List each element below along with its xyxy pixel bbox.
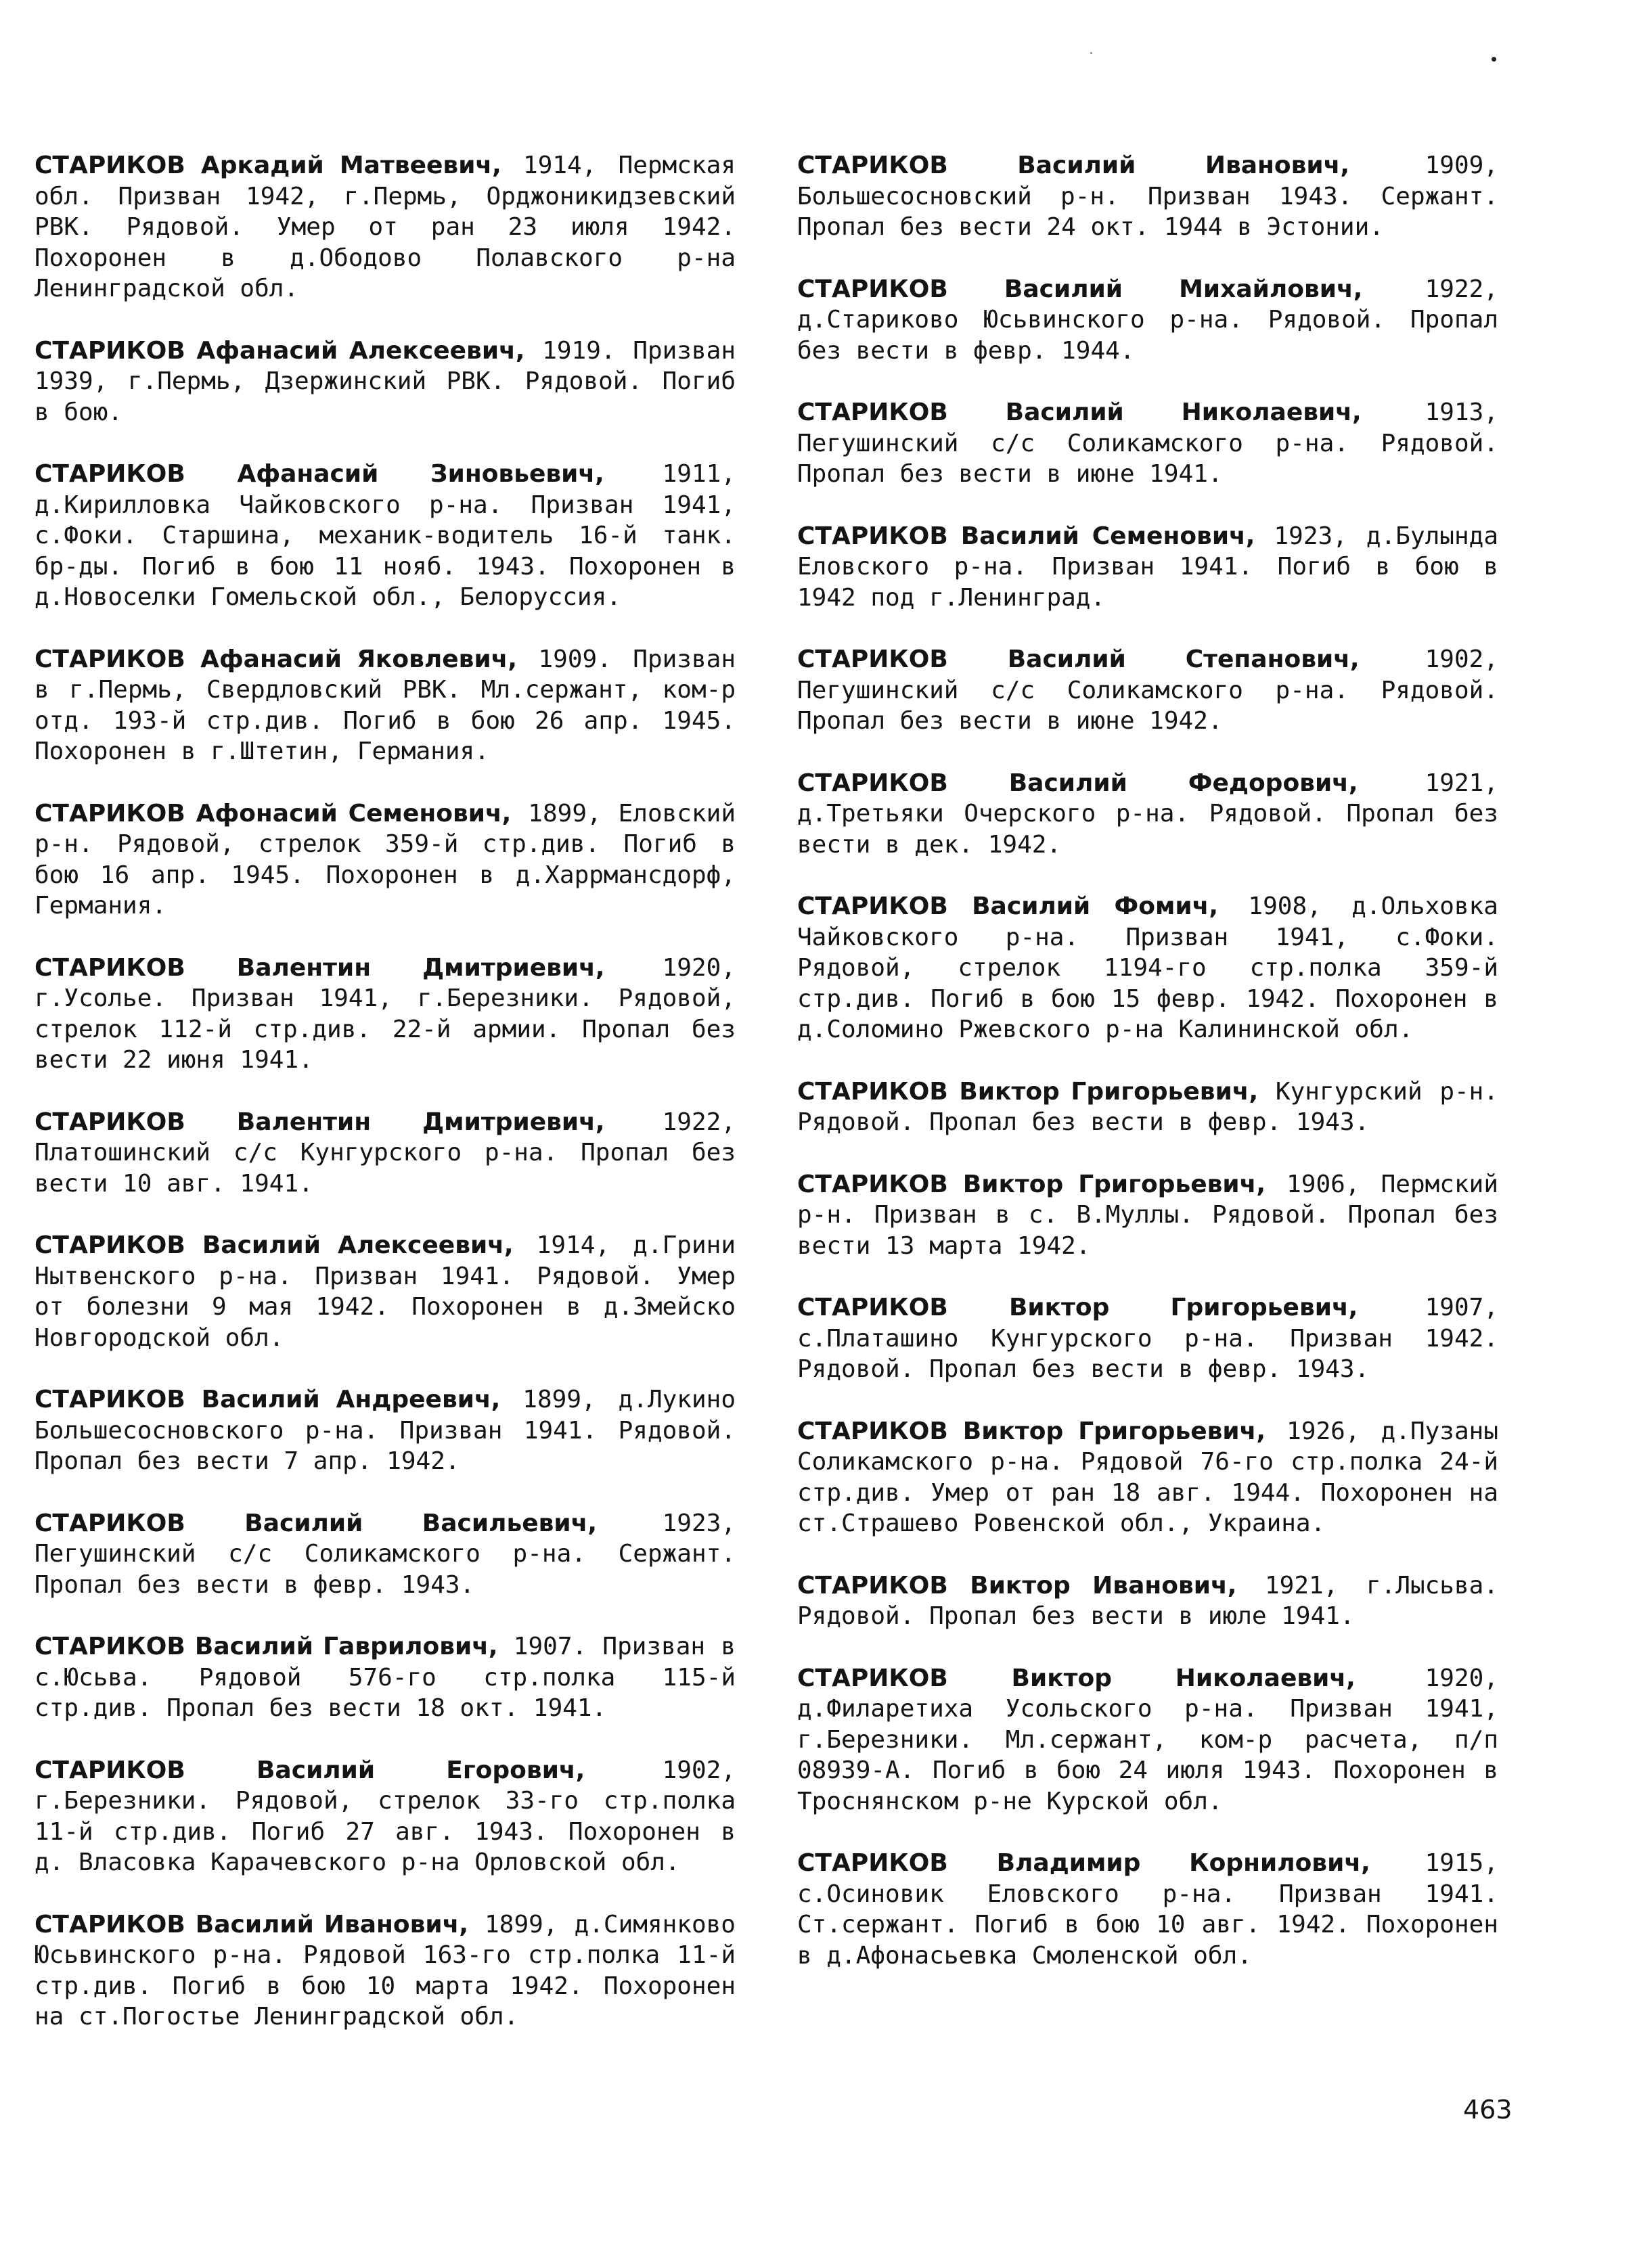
entry-text: 1914, Пермская обл. Призван 1942, г.Пермь, Орджоникидзевский РВК. Рядовой. Умер от ран 23 июля 1942. Похоронен в д.Ободово Полавского р-на Ленинградской обл. — [35, 152, 736, 302]
entry-text: 1926, д.Пузаны Соликамского р-на. Рядовой 76-го стр.полка 24-й стр.див. Умер от ран 18 авг. 1944. Похоронен на ст.Страшево Ровенской обл., Украина. — [797, 1417, 1498, 1537]
entry — [35, 336, 736, 428]
entry-name: СТАРИКОВ Владимир Корнилович, — [797, 1849, 1370, 1877]
entry-name: СТАРИКОВ Виктор Григорьевич, — [797, 1294, 1358, 1321]
entry-text: Кунгурский р-н. Рядовой. Пропал без вести в февр. 1943. — [797, 1077, 1499, 1136]
entry — [35, 1631, 736, 1724]
entry-text: 1914, д.Грини Нытвенского р-на. Призван 1941. Рядовой. Умер от болезни 9 мая 1942. Похоронен в д.Змейско Новгородской обл. — [35, 1231, 736, 1352]
entry-name: СТАРИКОВ Виктор Григорьевич, — [797, 1170, 1266, 1198]
entry-text: 1909. Призван в г.Пермь, Свердловский РВК. Мл.сержант, ком-р отд. 193-й стр.див. Погиб в бою 26 апр. 1945. Похоронен в г.Штетин, Германия. — [35, 645, 736, 765]
entry-name: СТАРИКОВ Василий Михайлович, — [797, 275, 1363, 303]
entry-text: 1906, Пермский р-н. Призван в с. В.Муллы. Рядовой. Пропал без вести 13 марта 1942. — [797, 1170, 1498, 1260]
entry — [797, 768, 1498, 861]
entry-name: СТАРИКОВ Василий Егорович, — [35, 1756, 585, 1784]
entry — [35, 1384, 736, 1477]
entry-text: 1920, д.Филаретиха Усольского р-на. Призван 1941, г.Березники. Мл.сержант, ком-р расчета, п/п 08939-А. Погиб в бою 24 июля 1943. Похоронен в Троснянском р-не Курской обл. — [797, 1664, 1498, 1815]
entry-name: СТАРИКОВ Василий Иванович, — [35, 1910, 469, 1938]
entry-name: СТАРИКОВ Василий Иванович, — [797, 152, 1350, 179]
entry — [797, 1169, 1498, 1262]
entry — [35, 953, 736, 1076]
entry-text: 1899, д.Симянково Юсьвинского р-на. Рядовой 163-го стр.полка 11-й стр.див. Погиб в бою 10 марта 1942. Похоронен на ст.Погостье Ленинградской обл. — [35, 1910, 736, 2031]
scan-speck — [1492, 57, 1496, 62]
entry-text: 1922, д.Стариково Юсьвинского р-на. Рядовой. Пропал без вести в февр. 1944. — [797, 275, 1498, 365]
entry — [797, 1076, 1498, 1138]
entry-text: 1899, Еловский р-н. Рядовой, стрелок 359-й стр.див. Погиб в бою 16 апр. 1945. Похоронен в д.Харрмансдорф, Германия. — [35, 799, 736, 920]
entry-name: СТАРИКОВ Василий Гаврилович, — [35, 1633, 498, 1660]
entry — [797, 644, 1498, 737]
entry-name: СТАРИКОВ Василий Николаевич, — [797, 399, 1362, 426]
entry-text: 1899, д.Лукино Большесосновского р-на. Призван 1941. Рядовой. Пропал без вести 7 апр. 1942. — [35, 1386, 736, 1475]
entry-name: СТАРИКОВ Василий Федорович, — [797, 769, 1358, 797]
entry — [797, 1292, 1498, 1385]
entry-name: СТАРИКОВ Аркадий Матвеевич, — [35, 152, 501, 179]
entry-name: СТАРИКОВ Василий Андреевич, — [35, 1386, 501, 1413]
entry — [35, 1107, 736, 1200]
page-number: 463 — [1463, 2095, 1513, 2125]
entry — [797, 1570, 1498, 1632]
entry — [35, 798, 736, 922]
entry-name: СТАРИКОВ Виктор Николаевич, — [797, 1664, 1356, 1692]
entry-text: 1923, Пегушинский с/с Соликамского р-на. Сержант. Пропал без вести в февр. 1943. — [35, 1509, 736, 1599]
entry-text: 1920, г.Усолье. Призван 1941, г.Березники. Рядовой, стрелок 112-й стр.див. 22-й армии. Пропал без вести 22 июня 1941. — [35, 953, 736, 1074]
entry-name: СТАРИКОВ Василий Алексеевич, — [35, 1231, 514, 1259]
entry — [35, 644, 736, 767]
entry — [797, 1663, 1498, 1817]
entry — [797, 521, 1498, 614]
entry-name: СТАРИКОВ Афанасий Яковлевич, — [35, 645, 518, 673]
entry-name: СТАРИКОВ Виктор Григорьевич, — [797, 1417, 1266, 1445]
entry-text: 1922, Платошинский с/с Кунгурского р-на. Пропал без вести 10 авг. 1941. — [35, 1108, 736, 1198]
entry — [797, 1848, 1498, 1971]
entry-text: 1919. Призван 1939, г.Пермь, Дзержинский РВК. Рядовой. Погиб в бою. — [35, 336, 736, 426]
entry — [35, 459, 736, 613]
entry-text: 1909, Большесосновский р-н. Призван 1943. Сержант. Пропал без вести 24 окт. 1944 в Эстонии. — [797, 152, 1498, 241]
entry-name: СТАРИКОВ Василий Фомич, — [797, 892, 1218, 920]
entry-name: СТАРИКОВ Василий Семенович, — [797, 522, 1255, 550]
entry-name: СТАРИКОВ Афонасий Семенович, — [35, 799, 512, 827]
entry — [797, 1416, 1498, 1539]
entry-text: 1911, д.Кирилловка Чайковского р-на. Призван 1941, с.Фоки. Старшина, механик-водитель 16-й танк. бр-ды. Погиб в бою 11 нояб. 1943. Похоронен в д.Новоселки Гомельской обл., Белоруссия. — [35, 460, 736, 611]
entry-text: 1908, д.Ольховка Чайковского р-на. Призван 1941, с.Фоки. Рядовой, стрелок 1194-го стр.полка 359-й стр.див. Погиб в бою 15 февр. 1942. Похоронен в д.Соломино Ржевского р-на Калининской обл. — [797, 892, 1498, 1043]
entry-name: СТАРИКОВ Валентин Дмитриевич, — [35, 1108, 605, 1136]
entry-text: 1902, г.Березники. Рядовой, стрелок 33-го стр.полка 11-й стр.див. Погиб 27 авг. 1943. Похоронен в д. Власовка Карачевского р-на Орловской обл. — [35, 1756, 736, 1876]
entry — [797, 150, 1498, 243]
entry — [35, 1755, 736, 1878]
entry — [35, 1508, 736, 1601]
entry-text: 1921, г.Лысьва. Рядовой. Пропал без вести в июле 1941. — [797, 1571, 1498, 1630]
entry-text: 1913, Пегушинский с/с Соликамского р-на. Рядовой. Пропал без вести в июне 1941. — [797, 399, 1499, 488]
entry-name: СТАРИКОВ Афанасий Алексеевич, — [35, 336, 525, 365]
entry-name: СТАРИКОВ Виктор Григорьевич, — [797, 1077, 1259, 1106]
entry-name: СТАРИКОВ Афанасий Зиновьевич, — [35, 460, 604, 488]
entry — [797, 274, 1498, 367]
entry — [35, 1230, 736, 1353]
entry-text: 1907. Призван в с.Юсьва. Рядовой 576-го стр.полка 115-й стр.див. Пропал без вести 18 окт. 1941. — [35, 1633, 736, 1722]
entry-text: 1915, с.Осиновик Еловского р-на. Призван 1941. Ст.сержант. Погиб в бою 10 авг. 1942. Похоронен в д.Афонасьевка Смоленской обл. — [797, 1849, 1499, 1970]
scan-speck — [1090, 52, 1092, 54]
entry — [797, 397, 1498, 490]
left-column — [35, 150, 736, 2064]
entry-text: 1907, с.Платашино Кунгурского р-на. Призван 1942. Рядовой. Пропал без вести в февр. 1943. — [797, 1294, 1498, 1383]
entry — [35, 150, 736, 304]
entry — [797, 891, 1498, 1045]
entry — [35, 1909, 736, 2033]
entry-name: СТАРИКОВ Василий Степанович, — [797, 645, 1360, 673]
entry-name: СТАРИКОВ Валентин Дмитриевич, — [35, 953, 605, 982]
entry-name: СТАРИКОВ Виктор Иванович, — [797, 1571, 1237, 1600]
entry-text: 1902, Пегушинский с/с Соликамского р-на. Рядовой. Пропал без вести в июне 1942. — [797, 645, 1498, 735]
entry-text: 1921, д.Третьяки Очерского р-на. Рядовой. Пропал без вести в дек. 1942. — [797, 769, 1498, 859]
entry-name: СТАРИКОВ Василий Васильевич, — [35, 1509, 598, 1537]
right-column — [797, 150, 1498, 2002]
entry-text: 1923, д.Булында Еловского р-на. Призван 1941. Погиб в бою в 1942 под г.Ленинград. — [797, 522, 1498, 612]
